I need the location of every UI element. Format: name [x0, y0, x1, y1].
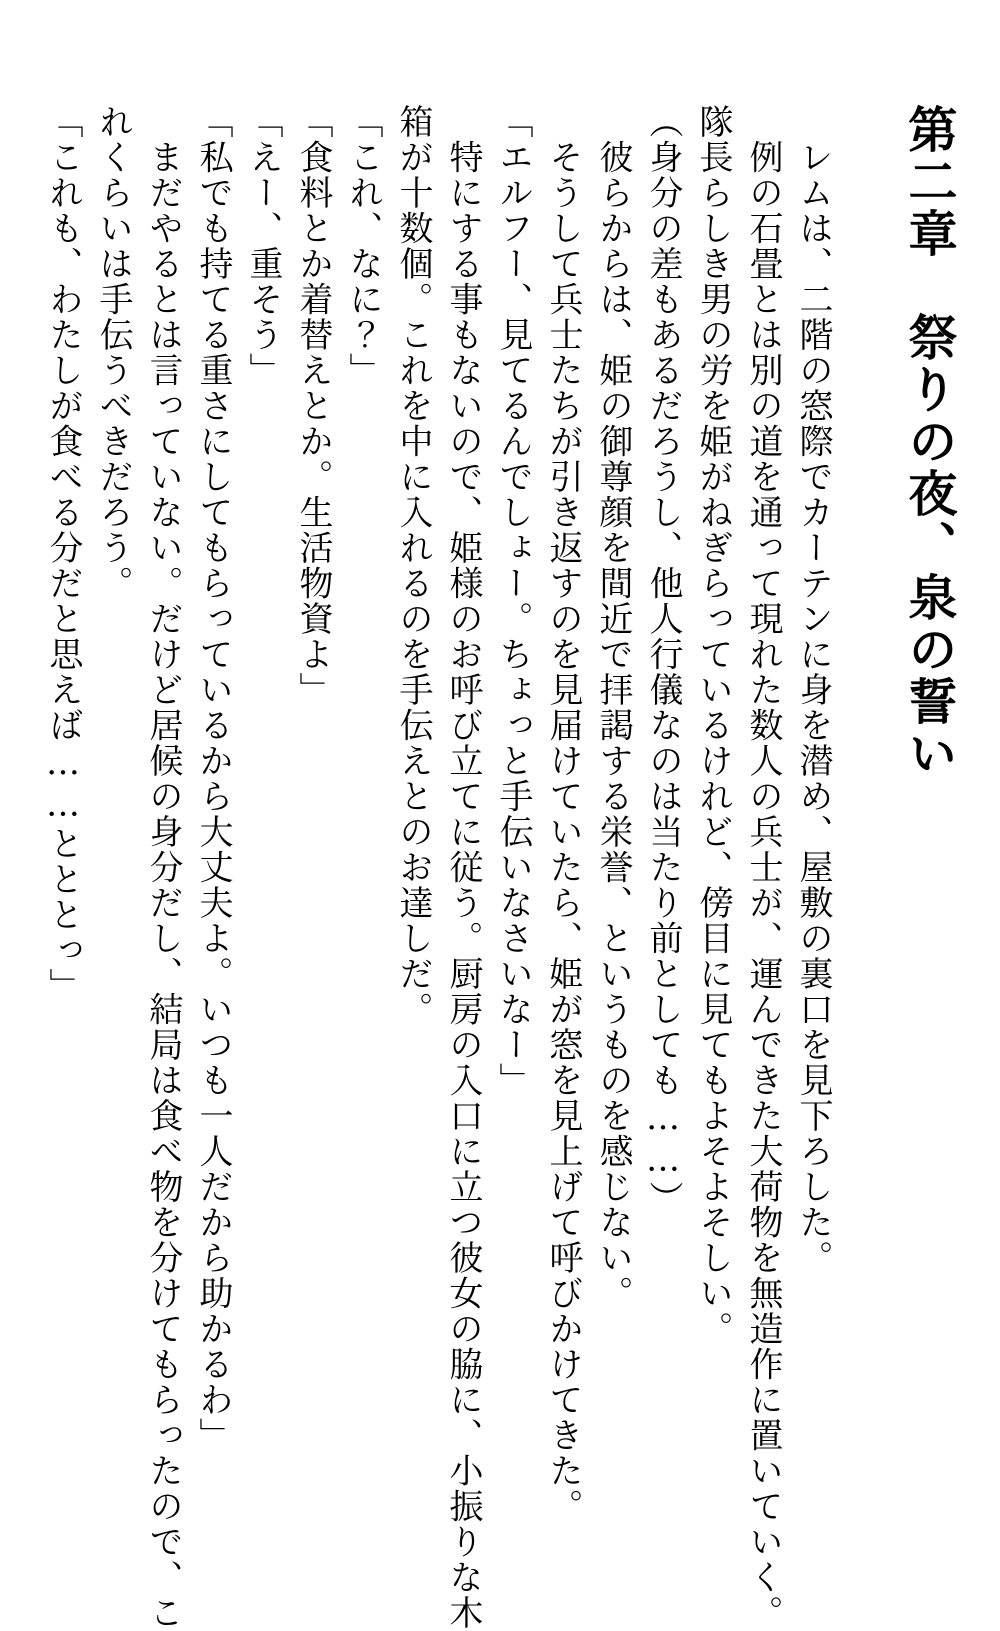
text-column: そうして兵士たちが引き返すのを見届けていたら、姫が窓を見上げて呼びかけてきた。 [543, 104, 583, 1524]
text-column: 例の石畳とは別の道を通って現れた数人の兵士が、運んできた大荷物を無造作に置いていく。 [743, 104, 783, 1631]
text-column: 「エルフー、見てるんでしょー。ちょっと手伝いなさいなー」 [493, 104, 533, 1098]
text-column: 「食料とか着替えとか。生活物資よ」 [293, 104, 333, 708]
text-column: 彼らからは、姫の御尊顔を間近で拝謁する栄誉、というものを感じない。 [593, 104, 633, 1311]
text-column: レムは、二階の窓際でカーテンに身を潜め、屋敷の裏口を見下ろした。 [793, 104, 833, 1276]
text-column: 「私でも持てる重さにしてもらっているから大丈夫よ。いつも一人だから助かるわ」 [193, 104, 233, 1453]
text-column: 「えー、重そう」 [243, 104, 283, 388]
text-column: 箱が十数個。これを中に入れるのを手伝えとのお達しだ。 [393, 104, 433, 1027]
text-column: 特にする事もないので、姫様のお呼び立てに従う。厨房の入口に立つ彼女の脇に、小振りな木 [443, 104, 483, 1631]
text-column: れくらいは手伝うべきだろう。 [93, 104, 133, 601]
text-column: 「これ、なに？」 [343, 104, 383, 388]
text-column: 「これも、わたしが食べる分だと思えば……とととっ」 [43, 104, 83, 1004]
chapter-title: 第二章 祭りの夜、泉の誓い [901, 104, 958, 780]
text-column: 隊長らしき男の労を姫がねぎらっているけれど、傍目に見てもよそよそしい。 [693, 104, 733, 1347]
text-column: まだやるとは言っていない。だけど居候の身分だし、結局は食べ物を分けてもらったので、こ [143, 104, 183, 1631]
text-column: （身分の差もあるだろうし、他人行儀なのは当たり前としても……） [643, 104, 683, 1217]
